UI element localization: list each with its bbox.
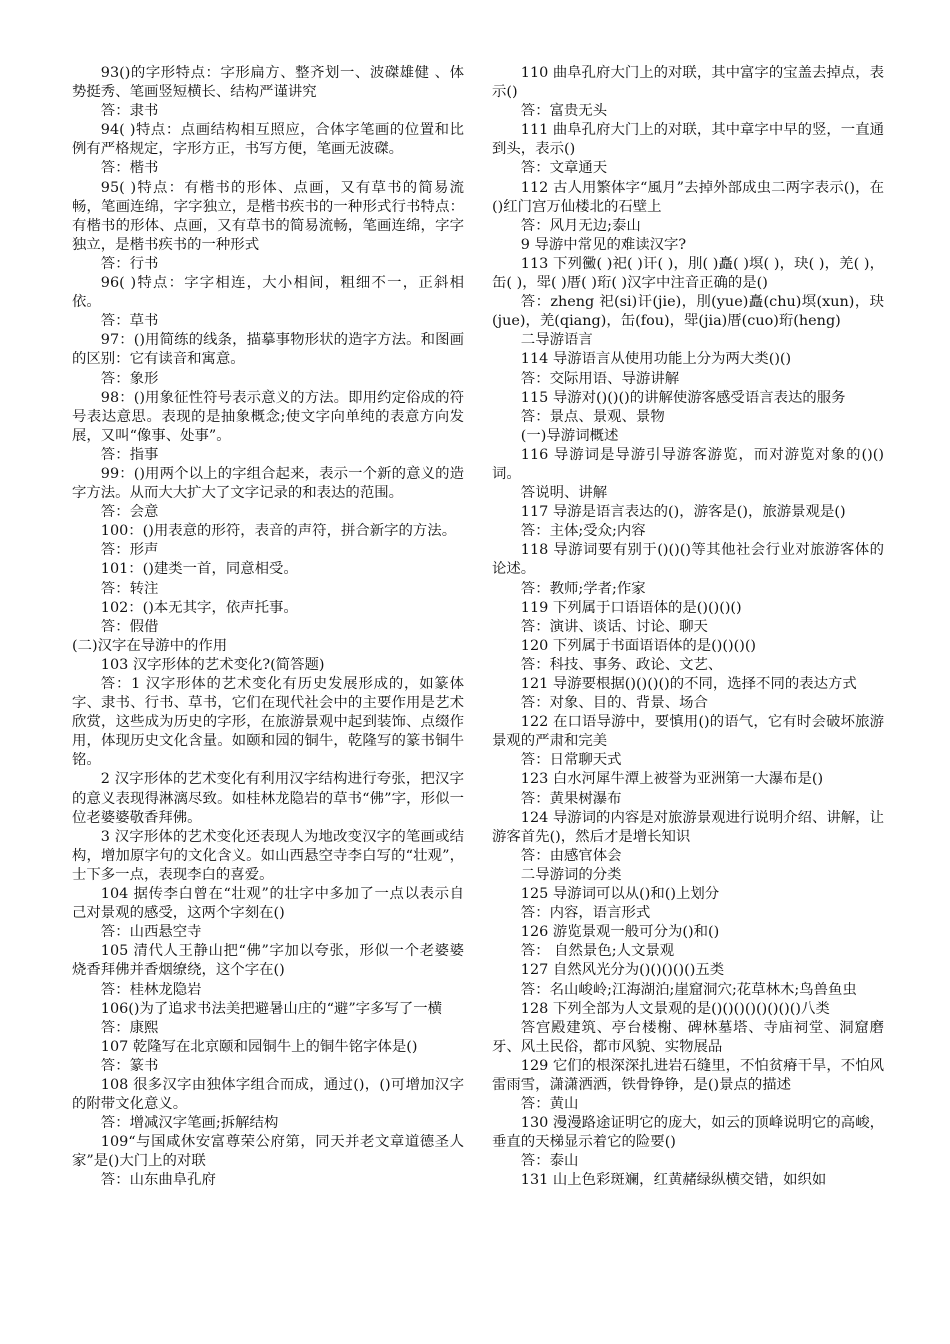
text-paragraph: 97：()用简练的线条，描摹事物形状的造字方法。和图画的区别：它有读音和寓意。: [72, 332, 464, 368]
text-paragraph: 129 它们的根深深扎进岩石缝里，不怕贫瘠干旱，不怕风雷雨雪，潇潇洒洒，铁骨铮铮，是()景点的描述: [492, 1057, 884, 1093]
text-paragraph: 答宫殿建筑、亭台楼榭、碑林墓塔、寺庙祠堂、洞窟磨牙、风土民俗，都市风貌、实物展品: [492, 1019, 884, 1055]
text-paragraph: 100：()用表意的形符，表音的声符，拼合新字的方法。: [100, 523, 457, 540]
text-paragraph: 答：行书: [100, 255, 159, 272]
text-paragraph: 答：由感官体会: [520, 847, 622, 864]
text-paragraph: 答：草书: [100, 313, 159, 330]
text-paragraph: 101：()建类一首，同意相受。: [100, 561, 298, 578]
text-paragraph: 125 导游词可以从()和()上划分: [520, 886, 720, 903]
text-paragraph: 答：名山峻岭;江海湖泊;崖窟洞穴;花草林木;鸟兽鱼虫: [520, 981, 857, 998]
text-paragraph: 答：教师;学者;作家: [520, 580, 646, 597]
text-paragraph: 答：增减汉字笔画;拆解结构: [100, 1115, 279, 1132]
text-paragraph: 128 下列全部为人文景观的是()()()()()()()()八类: [520, 1000, 830, 1017]
text-paragraph: 118 导游词要有别于()()()等其他社会行业对旅游客体的论述。: [492, 542, 884, 578]
text-paragraph: 108 很多汉字由独体字组合而成，通过()，()可增加汉字的附带文化意义。: [72, 1076, 464, 1113]
text-paragraph: 答：山东曲阜孔府: [100, 1172, 216, 1189]
text-paragraph: 104 据传李白曾在“壮观”的壮字中多加了一点以表示自己对景观的感受，这两个字刻在(): [72, 886, 464, 922]
text-paragraph: 93()的字形特点：字形扁方、整齐划一、波磔雄健 、体势挺秀、笔画竖短横长、结构严谨讲究: [72, 65, 464, 101]
text-paragraph: 答：形声: [100, 542, 159, 559]
text-paragraph: 120 下列属于书面语语体的是()()()(): [520, 637, 757, 654]
text-paragraph: 106()为了追求书法美把避暑山庄的“避”字多写了一横: [100, 1000, 443, 1017]
text-paragraph: 95( )特点：有楷书的形体、点画，又有草书的简易流畅，笔画连绵，字字独立，是楷书疾书的一种形式行书特点：有楷书的形体、点画，又有草书的简易流畅，笔画连绵，字字独立，是楷书疾书的一种形式: [72, 179, 464, 253]
text-paragraph: 102：()本无其字，依声托事。: [100, 599, 298, 616]
text-paragraph: 答：假借: [100, 618, 159, 635]
text-paragraph: 答：篆书: [100, 1057, 159, 1074]
text-paragraph: 答：黄山: [520, 1096, 579, 1113]
text-paragraph: 答说明、讲解: [520, 485, 608, 502]
text-paragraph: 107 乾隆写在北京颐和园铜牛上的铜牛铭字体是(): [100, 1038, 418, 1055]
text-paragraph: 116 导游词是导游引导游客游览，而对游览对象的()()词。: [492, 446, 884, 482]
text-paragraph: 3 汉字形体的艺术变化还表现人为地改变汉字的笔画或结构，增加原字句的文化含义。如山西悬空寺李白写的“壮观”，士下多一点，表现李白的喜爱。: [72, 828, 464, 883]
text-paragraph: 123 白水河犀牛潭上被誉为亚洲第一大瀑布是(): [520, 771, 824, 788]
text-paragraph: 110 曲阜孔府大门上的对联，其中富字的宝盖去掉点，表示(): [492, 65, 884, 101]
left-column: [72, 64, 464, 1191]
text-paragraph: 112 古人用繁体字“風月”去掉外部成虫二两字表示()，在()红门宫万仙楼北的石壁上: [492, 179, 884, 215]
text-paragraph: 105 清代人王静山把“佛”字加以夸张，形似一个老婆婆烧香拜佛并香烟缭绕，这个字在(): [72, 943, 464, 979]
text-paragraph: (二)汉字在导游中的作用: [72, 637, 228, 654]
text-paragraph: 答：黄果树瀑布: [520, 790, 622, 807]
text-paragraph: 答：对象、目的、背景、场合: [520, 695, 708, 712]
text-paragraph: 109“与国咸休安富尊荣公府第，同天并老文章道德圣人家”是()大门上的对联: [72, 1134, 464, 1170]
text-paragraph: 二导游词的分类: [520, 866, 622, 883]
text-paragraph: 答：指事: [100, 446, 159, 463]
text-paragraph: 114 导游语言从使用功能上分为两大类()(): [520, 351, 792, 368]
text-paragraph: 二导游语言: [520, 332, 593, 349]
text-paragraph: 99：()用两个以上的字组合起来，表示一个新的意义的造字方法。从而大大扩大了文字记录的和表达的范围。: [72, 465, 464, 502]
text-paragraph: 9 导游中常见的难读汉字?: [520, 236, 687, 253]
text-paragraph: 126 游览景观一般可分为()和(): [520, 924, 720, 941]
text-paragraph: 113 下列黴( )祀( )讦( )，刖( )矗( )塓( )，玦( )，羌( )，缶( )，斝( )厝( )珩( )汉字中注音正确的是(): [492, 255, 884, 292]
text-paragraph: 119 下列属于口语语体的是()()()(): [520, 599, 742, 616]
text-paragraph: 答：日常聊天式: [520, 752, 622, 769]
text-paragraph: 94( )特点：点画结构相互照应，合体字笔画的位置和比例有严格规定，字形方正，书写方便，笔画无波磔。: [72, 122, 464, 158]
text-paragraph: 答：转注: [100, 580, 159, 597]
text-paragraph: 2 汉字形体的艺术变化有利用汉字结构进行夸张，把汉字的意义表现得淋漓尽致。如桂林龙隐岩的草书“佛”字，形似一位老婆婆敬香拜佛。: [72, 771, 464, 826]
text-paragraph: 答：象形: [100, 370, 159, 387]
text-paragraph: 答：1 汉字形体的艺术变化有历史发展形成的，如篆体字、隶书、行书、草书，它们在现代社会中的主要作用是艺术欣赏，这些成为历史的字形，在旅游景观中起到装饰、点缀作用，体现历史文化含量。如颐和园的铜牛，乾隆写的篆书铜牛铭。: [72, 676, 464, 769]
text-paragraph: 103 汉字形体的艺术变化?(简答题): [100, 656, 325, 673]
right-column: [492, 64, 884, 1191]
text-paragraph: 答：会意: [100, 504, 159, 521]
text-paragraph: 答：楷书: [100, 160, 159, 177]
text-paragraph: 答：交际用语、导游讲解: [520, 370, 680, 387]
text-paragraph: 131 山上色彩斑斓，红黄赭绿纵横交错，如织如: [520, 1172, 827, 1189]
text-paragraph: 答：山西悬空寺: [100, 924, 202, 941]
text-paragraph: 124 导游词的内容是对旅游景观进行说明介绍、讲解，让游客首先()，然后才是增长知识: [492, 809, 884, 845]
text-paragraph: 答：景点、景观、景物: [520, 408, 665, 425]
text-paragraph: 答：zheng 祀(si)讦(jie)，刖(yue)矗(chu)塓(xun)，玦(jue)，羌(qiang)，缶(fou)，斝(jia)厝(cuo)珩(heng): [492, 294, 884, 330]
text-paragraph: 127 自然风光分为()()()()()五类: [520, 962, 725, 979]
text-paragraph: 答：富贵无头: [520, 103, 608, 120]
text-paragraph: 98：()用象征性符号表示意义的方法。即用约定俗成的符号表达意思。表现的是抽象概念;使文字向单纯的表意方向发展，又叫“像事、处事”。: [72, 389, 464, 444]
text-paragraph: 117 导游是语言表达的()，游客是()，旅游景观是(): [520, 504, 846, 521]
text-paragraph: 答：隶书: [100, 103, 159, 120]
text-paragraph: 111 曲阜孔府大门上的对联，其中章字中早的竖，一直通到头，表示(): [492, 122, 884, 158]
text-paragraph: 122 在口语导游中，要慎用()的语气，它有时会破坏旅游景观的严肃和完美: [492, 714, 884, 750]
text-paragraph: 答： 自然景色;人文景观: [520, 943, 675, 960]
text-paragraph: 答：泰山: [520, 1153, 579, 1170]
text-paragraph: 130 漫漫路途证明它的庞大，如云的顶峰说明它的高峻，垂直的天梯显示着它的险要(): [492, 1115, 884, 1151]
text-paragraph: 96( )特点：字字相连，大小相间，粗细不一，正斜相依。: [72, 275, 464, 311]
text-paragraph: 答：文章通天: [520, 160, 608, 177]
text-paragraph: 121 导游要根据()()()()的不同，选择不同的表达方式: [520, 676, 857, 692]
text-paragraph: 答：内容，语言形式: [520, 905, 651, 922]
text-paragraph: 答：风月无边;泰山: [520, 217, 641, 234]
text-paragraph: 115 导游对()()()的讲解使游客感受语言表达的服务: [520, 389, 846, 406]
text-paragraph: 答：演讲、谈话、讨论、聊天: [520, 618, 708, 635]
text-paragraph: (一)导游词概述: [520, 427, 619, 444]
text-paragraph: 答：科技、事务、政论、文艺、: [520, 656, 723, 673]
text-paragraph: 答：桂林龙隐岩: [100, 981, 202, 998]
text-paragraph: 答：主体;受众;内容: [520, 523, 646, 540]
text-paragraph: 答：康熙: [100, 1019, 159, 1036]
